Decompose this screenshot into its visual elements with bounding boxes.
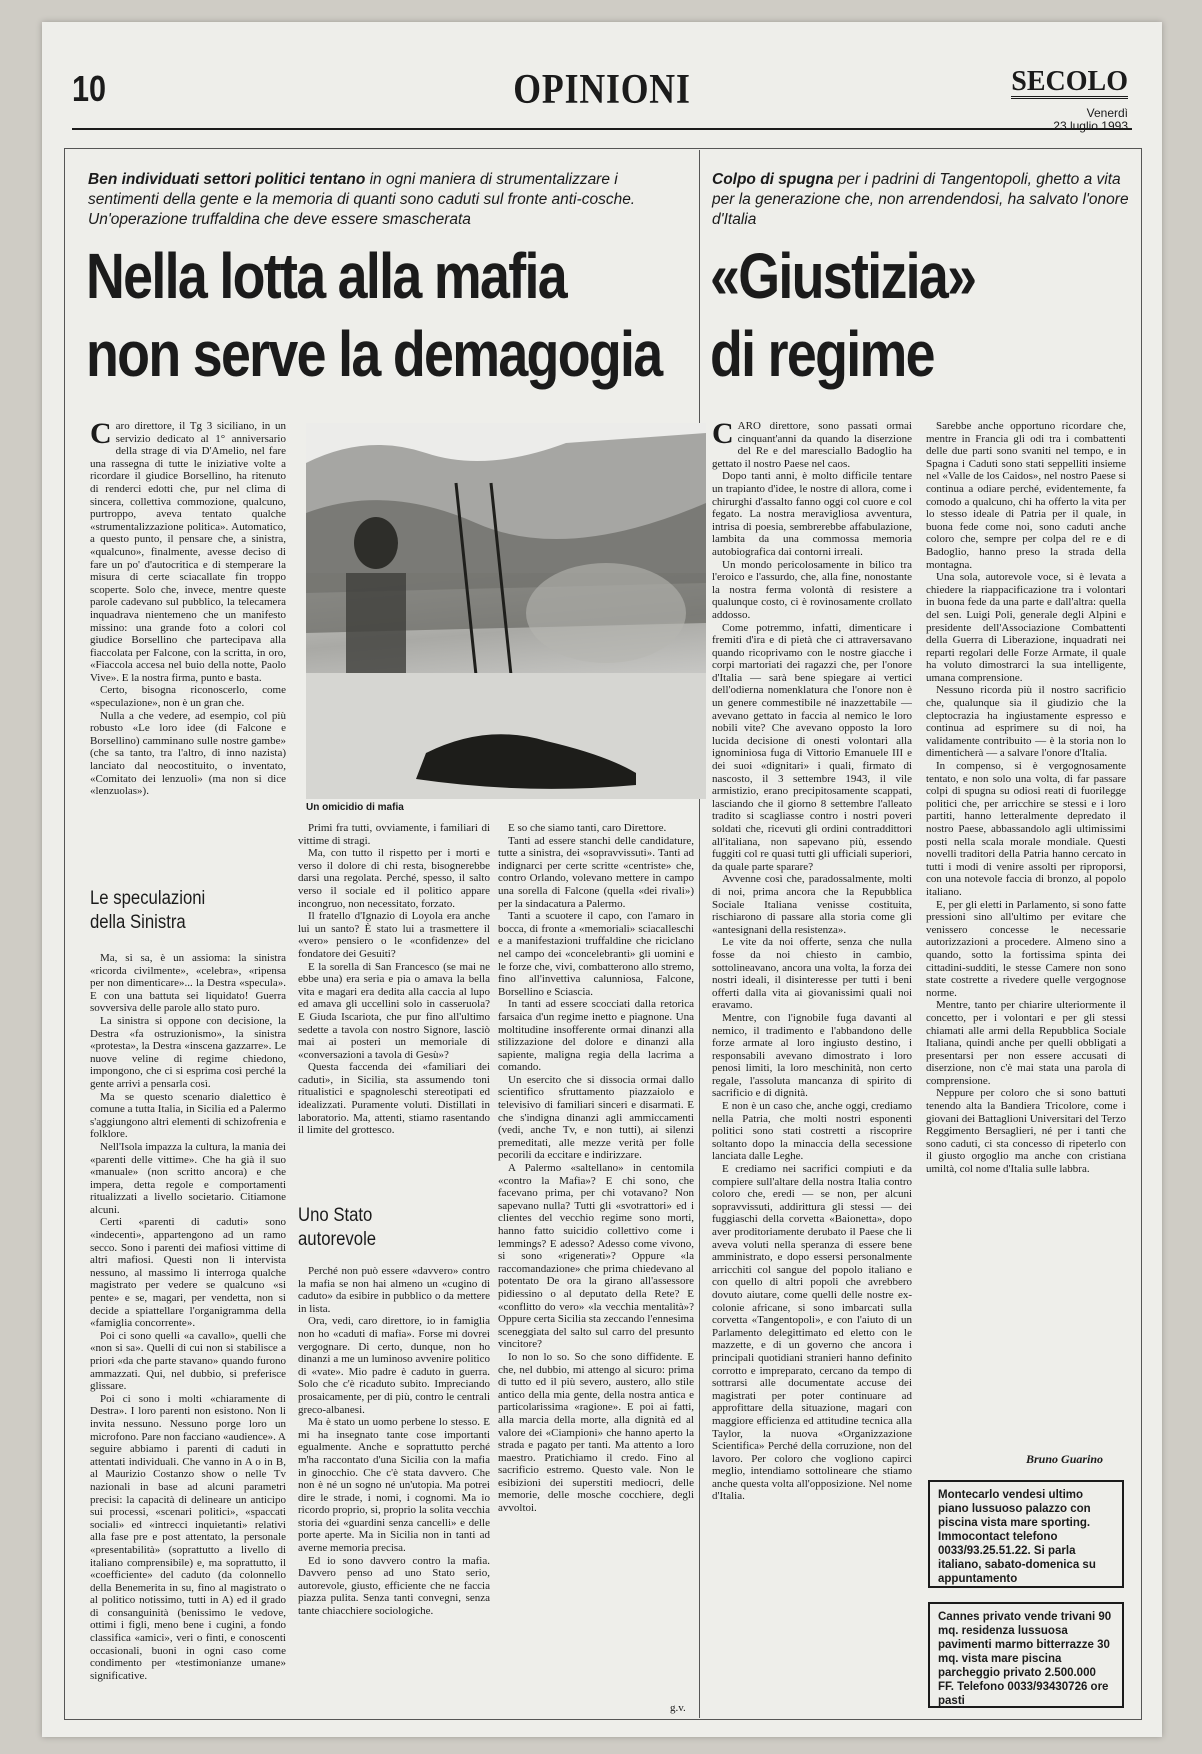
col3-paragraph-5: Un esercito che si dissocia ormai dallo scientifico sfruttamento piazzaiolo e televisivo di familiari sinceri e disarmati. E che s'indigna dinanzi agli ammiccamenti (vedi, anche Tv, e non tutti), ai silenzi premeditati, alle mezze verità per folle pecorili da eccitare e indirizzare. <box>498 1073 694 1162</box>
newspaper-page <box>42 22 1162 1737</box>
col1-paragraph-4: Ma, si sa, è un assioma: la sinistra «ricorda civilmente», «celebra», «ripensa per non dimenticare»... la Destra «specula». E con una battuta sei liquidato! Guerra sovversiva delle parole allo stato puro. <box>90 952 286 1015</box>
col5-paragraph-7: Neppure per coloro che si sono battuti tenendo alta la Bandiera Tricolore, come i giovani dei Battaglioni Universitari del Terzo Reggimento Bersaglieri, né per i tanti che sono caduti, ci sta concesso di ripeterlo con il giusto orgoglio ma anche con cristiana umiltà, col nome d'Italia sulle labbra. <box>926 1087 1126 1176</box>
col1-paragraph-3: Nulla a che vedere, ad esempio, col più robusto «Le loro idee (di Falcone e Borsellino) camminano sulle nostre gambe» (che sa tanto, tra l'altro, di inno nazista) lanciato dal neocostituito, o inventato, «Comitato dei lenzuoli» (ma non si dice «lenzuolas»). <box>90 709 286 798</box>
left-article-column-1 <box>90 420 286 863</box>
subhead1-line1: Le speculazioni <box>90 888 206 909</box>
col5-paragraph-6: Mentre, tanto per chiarire ulteriormente il concetto, per i volontari e per gli stessi chiamati alle armi della Repubblica Sociale Italiana, quindi anche per quelli obbligati a presentarsi per non essere accusati di diserzione, non c'è mai stata una parola di comprensione. <box>926 999 1126 1087</box>
col1-paragraph-10: Poi ci sono i molti «chiaramente di Destra». I loro parenti non esistono. Non li invita nessuno. Nessuno porge loro un microfono. Pare non facciano «audience». A seguire abbiamo i parenti di caduti in attentati individuali. Che vanno in A o in B, al Maurizio Costanzo show o nelle Tv nazionali in base ad alcuni parametri precisi: la capacità di delineare un anticipo sui processi, «scenari politici», «spaccati sociali» ed «intrecci inquietanti» relativi alla fase pre e post attentato, la personale «presentabilità» (soprattutto a livello di italiano comprensibile) e, ma soprattutto, il «coefficiente» del caduto (da colonnello della Benemerita in su, fino al magistrato o al politico notissimo, tutti in A) ed il grado di consanguinità (benissimo le vedove, ottimi i figli, meno bene i cugini, a fondo classifica «amici», veri o finti, e conoscenti occasionali, buoni in ogni caso come condimento per «testimonianze umane» significative. <box>90 1392 286 1682</box>
col4-paragraph-4: Come potremmo, infatti, dimenticare i fremiti d'ira e di pietà che ci attraversavano quando ricoprivamo con le nostre giacche i corpi martoriati dei ragazzi che, per l'onore d'Italia — sarà bene spiegare ai vertici dell'odierna nomenklatura che l'onore non è un genere commestibile né inazzettabile — avevano gettato in faccia al nemico le loro nobili vite? Che avevano opposto la loro lucida decisione di onesti volontari alla ignominiosa fuga di Vittorio Emanuele III e dei suoi «dignitari» i quali, firmato di nascosto, il 3 settembre 1943, il vile armistizio, erano precipitosamente scappati, lasciando che il giorno 8 settembre l'alleato tradito si scagliasse contro i nostri poveri soldati che, ricevuti gli ordini contraddittori all'italiana, non sapevano più, essendo fuggiti col re quasi tutti gli ufficiali superiori, da quale parte sparare? <box>712 621 912 873</box>
col3-paragraph-7: Io non lo so. So che sono diffidente. E che, nel dubbio, mi attengo al sicuro: prima di tutto ed il più severo, austero, allo stile antico della mia gente, della nostra antica e particolarissima «ragione». E poi ai fatti, alla marcia della morte, alla dignità ed al valore dei «Ciampioni» che hanno aperto la strada e pagato per tanti. Ma attento a loro maestro. Pratichiamo il credo. Fino al sacrificio estremo. Questo vale. Non le esibizioni dei superstiti mediocri, delle memorie, delle mosche cocchiere, degli avvoltoi. <box>498 1350 694 1515</box>
left-article-column-3 <box>498 822 694 1700</box>
col4-paragraph-9: E crediamo nei sacrifici compiuti e da compiere sull'altare della nostra Italia contro coloro che, eredi — se non, per alcuni sopravvissuti, addirittura gli stessi — dei fuggiaschi della corvetta «Baionetta», dopo aver proditoriamente derubato il Paese che li aveva voluti nella speranza di essere bene amministrato, e dopo essersi personalmente arricchiti col sangue del popolo italiano e con quello di altri popoli che avrebbero dovuto aiutare, come quelli delle nostre ex-colonie africane, si sono imbarcati sulla corvetta «Tangentopoli», e con l'aiuto di un Parlamento delegittimato ed eletto con le mazzette, e di un governo che ancora i principali quotidiani stranieri hanno definito corrotto e impreparato, cercano da tempo di sottrarsi alle documentate accuse dei magistrati per poter continuare ad approfittare della situazione, magari con maggiore efficienza ed attitudine tecnica alla Taylor, la nuova «Organizzazione Scientifica» Perché della corruzione, non del lavoro. Per coloro che vogliono capirci meglio, intendiamo sottolineare che stiamo anche questa volta all'opposizione. Nel nome d'Italia. <box>712 1163 912 1503</box>
author-signature: Bruno Guarino <box>1026 1452 1104 1466</box>
col1-paragraph-6: Ma se questo scenario dialettico è comune a tutta Italia, in Sicilia ed a Palermo s'aggiungono altri elementi di schizofrenia e folklore. <box>90 1090 286 1141</box>
classified-ad-cannes: Cannes privato vende trivani 90 mq. residenza lussuosa pavimenti marmo bitterrazze 30 mq. vista mare piscina parcheggio privato 2.500.000 FF. Telefono 0033/93430726 ore pasti <box>928 1602 1124 1708</box>
left-kicker-bold: Ben individuati settori politici tentano <box>88 171 366 188</box>
right-article-column-2 <box>926 420 1126 1440</box>
col4-paragraph-3: Un mondo pericolosamente in bilico tra l'eroico e l'assurdo, che, alla fine, nonostante la nostra ferma volontà di resistere a qualunque costo, ci è rovinosamente crollato addosso. <box>712 558 912 621</box>
col4-paragraph-8: E non è un caso che, anche oggi, crediamo nella Patria, che molti nostri esponenti politici sono stati costretti a riscoprire soltanto dopo la minaccia della secessione lanciata dalle Leghe. <box>712 1100 912 1163</box>
right-kicker-bold: Colpo di spugna <box>712 171 834 188</box>
col5-paragraph-1: Sarebbe anche opportuno ricordare che, mentre in Francia gli odi tra i combattenti delle due parti sono svaniti nel tempo, e in Spagna i Caduti sono stati seppelliti insieme nel «Valle de los Caidos», nel nostro Paese si continua a odiare perché, evidentemente, fa comodo a qualcuno, chi ha offerto la vita per lo stesso ideale di Patria per il quale, in buona fede come noi, sono caduti anche coloro che, sempre per colpa del re e di Badoglio, hanno preso la strada della montagna. <box>926 420 1126 571</box>
mafia-murder-photo <box>306 423 706 799</box>
right-article-column-1 <box>712 420 912 1700</box>
col2-paragraph-4: E la sorella di San Francesco (se mai ne ebbe una) era seria e pia o amava la bella vita e magari era dedita alla caccia al lupo ed amava gli uccellini solo in casseruola? E Giuda Iscariota, che pur fino all'ultimo sedette a tavola con nostro Signore, lasciò mai ai posteri un memoriale di «conversazioni a tavola di Gesù»? <box>298 960 490 1061</box>
masthead <box>72 42 1132 133</box>
subhead2-line1: Uno Stato <box>298 1205 373 1226</box>
left-headline-line1: Nella lotta alla mafia <box>86 240 566 312</box>
col5-paragraph-5: E, per gli eletti in Parlamento, si sono fatte pressioni sino all'ultimo per evitare che venissero concesse le necessarie autorizzazioni a procedere. Almeno sino a quando, sotto la fortissima spinta dei cittadini-sudditi, le stesse Camere non sono state costrette a rivedere quelle vergognose norme. <box>926 898 1126 999</box>
newspaper-logo: SECOLO <box>1011 66 1128 97</box>
col3-paragraph-6: A Palermo «saltellano» in centomila «contro la Mafia»? E chi sono, che facevano prima, per chi votavano? Non sapevano nulla? Tutti gli «svotrattori» ed i clientes del vecchio regime sono morti, hanno fatto suicidio collettivo come i lemmings? E adesso? Adesso come vivono, si sono «rigenerati»? Oppure «la raccomandazione» che prima chiedevano al potentato De ora la girano all'assessore pidiessino o al deputato della Rete? E «conflitto do vero» «la vecchia mentalità»? Oppure certa Sicilia sta zeccando l'ennesima sceneggiata del salto sul carro del presunto vincitore? <box>498 1162 694 1351</box>
left-kicker-rest: in ogni maniera di strumentalizzare i sentimenti della gente e la memoria di quanti sono caduti sul fronte anti-cosche. Un'operazione truffaldina che deve essere smascherata <box>88 171 636 228</box>
col1-paragraph-2: Certo, bisogna riconoscerlo, come «speculazione», non è un gran che. <box>90 684 286 710</box>
subhead-le-speculazioni <box>90 887 205 935</box>
left-dropcap: C <box>90 420 112 450</box>
col2-paragraph-3: Il fratello d'Ignazio di Loyola era anche lui un santo? È stato lui a trasmettere il «vero» pensiero o le «confidenze» del fondatore dei Gesuiti? <box>298 910 490 960</box>
col2-paragraph-5: Questa faccenda dei «familiari dei caduti», in Sicilia, sta assumendo toni ritualistici e spagnoleschi stereotipati ed idealizzati. Puramente voluti. Distillati in laboratorio. Ma, attenti, stiamo rasentando il limite del grottesco. <box>298 1061 490 1137</box>
col4-paragraph-1: ARO direttore, sono passati ormai cinquant'anni da quando la diserzione del Re e del maresciallo Badoglio ha gettato il nostro Paese nel caos. <box>712 420 912 470</box>
page-number: 10 <box>72 68 107 109</box>
photo-illustration <box>306 423 706 799</box>
photo-caption: Un omicidio di mafia <box>306 802 404 813</box>
subhead-uno-stato <box>298 1204 376 1252</box>
masthead-rule <box>72 128 1132 130</box>
left-article-column-2 <box>298 822 490 1192</box>
col2-paragraph-7: Ora, vedi, caro direttore, io in famiglia non ho «caduti di mafia». Forse mi dovrei vergognare. Di certo, dunque, non ho dinanzi a me un luminoso avvenire politico di «vate». Mio padre è caduto in guerra. Solo che c'è ricaduto subito. Impreciando prosaicamente, per di più, contro le centrali greco-albanesi. <box>298 1315 490 1416</box>
col3-paragraph-1: E so che siamo tanti, caro Direttore. <box>508 822 667 834</box>
left-article-column-2-continued <box>298 1265 490 1714</box>
right-headline-line1: «Giustizia» <box>710 240 976 312</box>
left-article-kicker <box>88 170 678 230</box>
right-kicker-rest: per i padrini di Tangentopoli, ghetto a vita per la generazione che, non arrendendosi, ha salvato l'onore d'Italia <box>712 171 1129 228</box>
col4-paragraph-7: Mentre, con l'ignobile fuga davanti al nemico, il tradimento e l'abbandono delle forze armate al loro ingiusto destino, i responsabili avevano dimostrato i loro penosi limiti, la loro meschinità, non certo regale, l'assoluta mancanza di spirito di sacrificio e di dignità. <box>712 1011 912 1100</box>
right-headline-line2: di regime <box>710 318 934 390</box>
left-article-column-1-continued <box>90 952 286 1714</box>
subhead1-line2: della Sinistra <box>90 912 186 933</box>
col2-paragraph-8: Ma è stato un uomo perbene lo stesso. E mi ha insegnato tante cose importanti egualmente. Anche e soprattutto perché m'ha raccontato d'una Sicilia con la mafia in ginocchio. Che c'è stata davvero. Che non è né un sogno né un'utopia. Ma potrei dire le strade, i nomi, i cognomi. Ma io ricordo proprio, si, proprio la solita vecchia storia dei «guardini senza cancelli» e delle porte aperte. Ma in Sicilia non in tanti ad averne memoria precisa. <box>298 1416 490 1555</box>
col2-paragraph-2: Ma, con tutto il rispetto per i morti e verso il dolore di chi resta, bisognerebbe darsi una regolata. Perché, spesso, il salto verso il sociale ed il politico appare incongruo, non necessitato, forzato. <box>298 847 490 910</box>
subhead2-line2: autorevole <box>298 1229 377 1250</box>
col5-paragraph-4: In compenso, si è vergognosamente tentato, e non solo una volta, di far passare colpi di spugna su odiosi reati di fuorilegge politici che, per arricchire se stessi e i loro partiti, hanno letteralmente depredato il nostro Paese, abbassandolo agli ultimissimi posti nella scala morale mondiale. Questi novelli traditori della Patria hanno cercato in tutti i modi di venire assolti per riproporsi, con una notevole faccia di bronzo, al popolo italiano. <box>926 760 1126 898</box>
col4-paragraph-2: Dopo tanti anni, è molto difficile tentare un trapianto d'idee, le nostre di allora, come i chirurghi d'assalto fanno oggi col cuore e col fegato. La nostra meravigliosa avventura, intrisa di poesia, sembrerebbe affabulazione, lambita da una commossa memoria autobiografica dai contorni irreali. <box>712 470 912 558</box>
col1-paragraph-1: aro direttore, il Tg 3 siciliano, in un servizio dedicato al 1° anniversario della strage di via D'Amelio, nel fare una rassegna di tutte le iniziative volte a ricordare il giudice Borsellino, ha ritenuto di renderci edotti che, pur nel clima di sincera, collettiva commozione, qualcuno, purtroppo, aveva tentato qualche «strumentalizzazione politica». Automatico, a questo punto, il pensare che, a sinistra, «qualcuno», finalmente, avesse deciso di fare un po' d'autocritica e di stemperare la misura di certe sciacallate fin troppo scoperte. Solo che, invece, mentre queste parole cadevano sul pubblico, la telecamera inquadrava nientemeno che un manifesto missino: una grande foto a colori col giudice Borsellino che partecipava alla fiaccolata per Falcone, con la scritta, in oro, «Fiaccola accesa nel buio della notte, Paolo Vive». E la nostra firma, punto e basta. <box>90 420 286 684</box>
right-dropcap: C <box>712 420 734 450</box>
col1-paragraph-7: Nell'Isola impazza la cultura, la mania dei «parenti delle vittime». Che ha già il suo «manuale» (non scritto ancora) e che impera, detta regole e comportamenti ritualizzati a livello societario. Citiamone alcuni. <box>90 1140 286 1216</box>
col2-paragraph-6: Perché non può essere «davvero» contro la mafia se non hai almeno un «cugino di caduto» da esibire in pubblico o da mettere in lista. <box>298 1265 490 1315</box>
col1-paragraph-8: Certi «parenti di caduti» sono «indecenti», appartengono ad un ramo secco. Sono i parenti dei mafiosi vittime di altri mafiosi. Questi non li intervista nessuno, al massimo li interroga qualche magistrato per vedere se qualcuno «si pente» e se, magari, per vendetta, non si decide a spiattellare l'organigramma della «famiglia concorrente». <box>90 1216 286 1330</box>
col3-paragraph-3: Tanti a scuotere il capo, con l'amaro in bocca, di fronte a «memoriali» sciacalleschi e a manifestazioni truffaldine che riciclano nel campo dei «concelebranti» gli uomini e le forze che, vivi, combatterono allo stremo, fino all'invettiva calunniosa, Falcone, Borsellino e Sciascia. <box>498 910 694 998</box>
col2-paragraph-9: Ed io sono davvero contro la mafia. Davvero penso ad uno Stato serio, autorevole, giusto, efficiente che ne faccia piazza pulita. Senza tanti convegni, senza tante chiacchiere sociologiche. <box>298 1554 490 1618</box>
col3-paragraph-4: In tanti ad essere scocciati dalla retorica farsaica d'un regime inetto e piagnone. Una moltitudine insofferente ormai dinanzi alla stilizzazione del dolore e dinanzi alla sapiente, maligna regia della lacrima a comando. <box>498 998 694 1074</box>
classified-ad-montecarlo: Montecarlo vendesi ultimo piano lussuoso palazzo con piscina vista mare sporting. Immocontact telefono 0033/93.25.51.22. Si parla italiano, sabato-domenica su appuntamento <box>928 1480 1124 1588</box>
section-title: OPINIONI <box>513 67 691 113</box>
col2-paragraph-1: Primi fra tutti, ovviamente, i familiari di vittime di stragi. <box>298 822 490 847</box>
col4-paragraph-6: Le vite da noi offerte, senza che nulla fosse da noi chiesto in cambio, sottolineavano, ancora una volta, la forza dei nostri ideali, il disinteresse per tutti i beni offerti dalla vita ai giovanissimi quali noi eravamo. <box>712 936 912 1012</box>
col1-paragraph-9: Poi ci sono quelli «a cavallo», quelli che «non si sa». Quelli di cui non si stabilisce a priori «da che parte stavano» quando furono ammazzati. Qui, nel dubbio, si preferisce glissare. <box>90 1329 286 1393</box>
right-article-kicker <box>712 170 1132 230</box>
left-headline-line2: non serve la demagogia <box>86 318 662 390</box>
col1-paragraph-5: La sinistra si oppone con decisione, la Destra «fa ostruzionismo», la sinistra «protesta», la Destra «inscena gazzarre». Le nuove veline di regime chiedono, impongono, che ci si esprima così perché la gente arrivi a pensarla così. <box>90 1014 286 1090</box>
col4-paragraph-5: Avvenne così che, paradossalmente, molti di noi, prima ancora che la Repubblica Sociale Italiana venisse costituita, rischiarono di passare alla storia come gli «antesignani della resistenza». <box>712 873 912 936</box>
issue-date: 23 luglio 1993 <box>1053 119 1128 133</box>
issue-day: Venerdì <box>1086 106 1128 120</box>
col3-paragraph-2: Tanti ad essere stanchi delle candidature, tutte a sinistra, dei «sopravvissuti». Tanti ad indignarci per certe scritte «centriste» che, contro Orlando, volevano mettere in campo una sorella di Falcone (quella «dei rivali») per la sindacatura a Palermo. <box>498 834 694 910</box>
author-initials: g.v. <box>670 1702 686 1714</box>
column-divider <box>699 150 700 1718</box>
col5-paragraph-3: Nessuno ricorda più il nostro sacrificio che, qualunque sia il giudizio che la cleptocrazia ha ingiustamente espresso e continua ad esprimere su di noi, ha validamente contribuito — è la storia non lo dimenticherà — a salvare l'onore d'Italia. <box>926 684 1126 760</box>
col5-paragraph-2: Una sola, autorevole voce, si è levata a chiedere la riappacificazione tra i volontari in buona fede da una parte e dall'altra: quella del sen. Luigi Poli, generale degli Alpini e presidente dell'Associazione Combattenti della Guerra di Liberazione, inquadrati nei reparti regolari delle Forze Armate, il quale ha voluto dimostrarci la sua intelligente, umana comprensione. <box>926 571 1126 684</box>
